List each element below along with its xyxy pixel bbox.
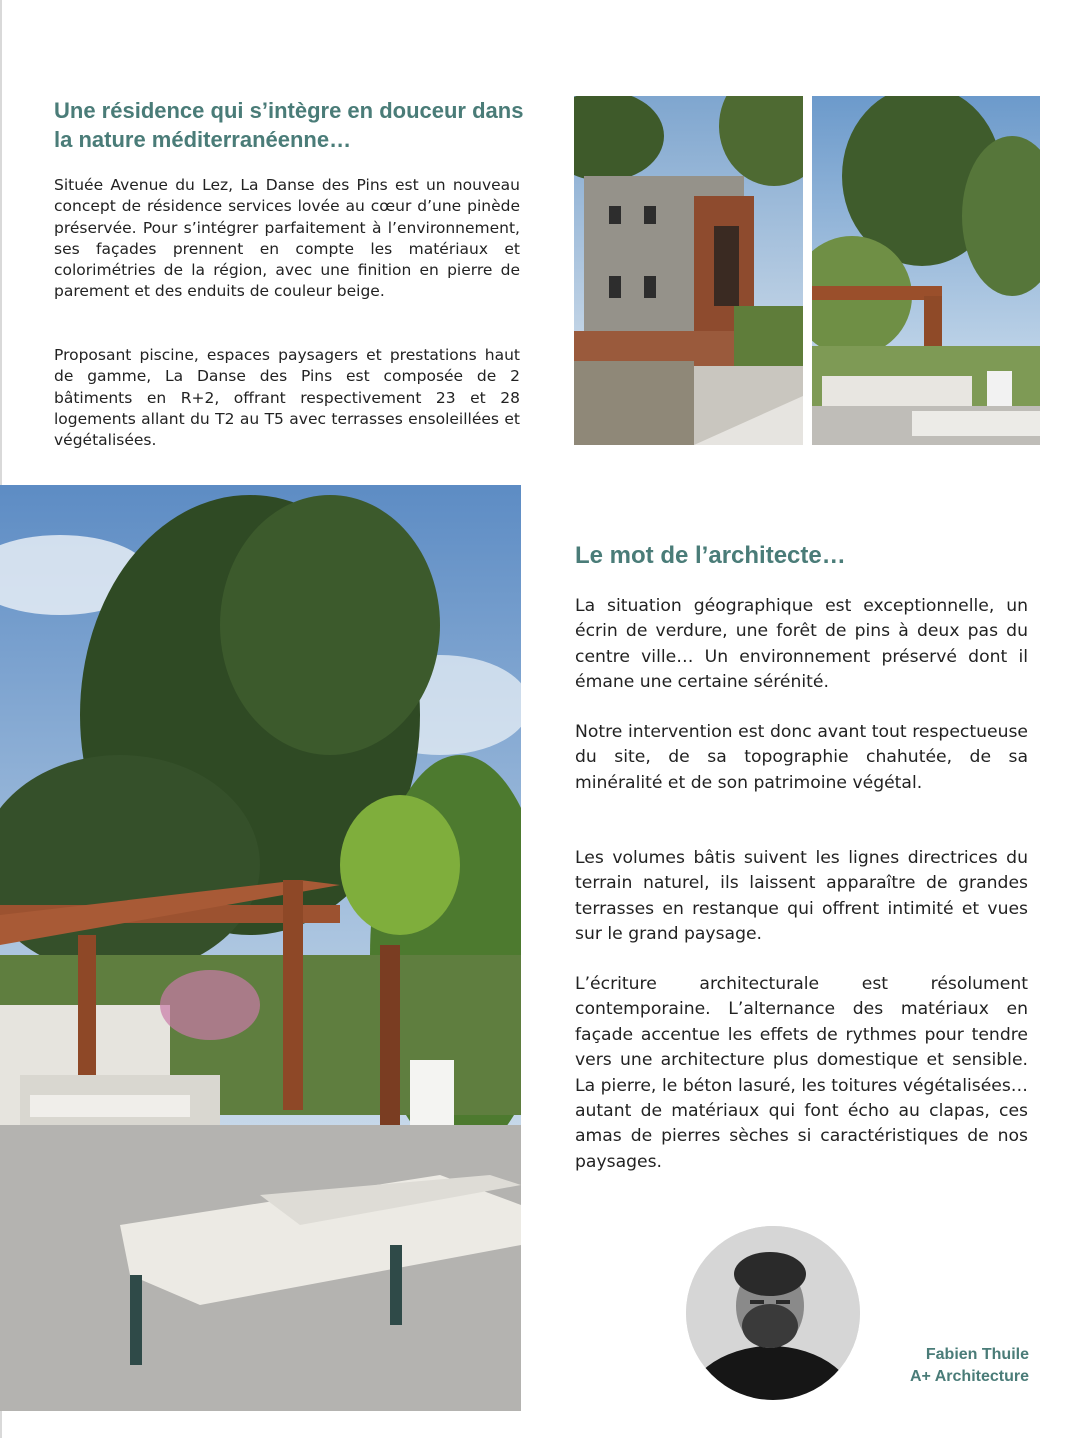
intro-paragraph-2: Proposant piscine, espaces paysagers et prestations haut de gamme, La Danse des Pins est composée de 2 bâtiments en R+2, offrant respectivement 23 et 28 logements allant du T2 au T5 avec terrasses ensoleillées et végétalisées. bbox=[54, 346, 520, 450]
architect-paragraph-4: L’écriture architecturale est résolument contemporaine. L’alternance des matériaux en façade accentue les effets de rythmes pour tendre vers une architecture plus domestique et sensible. La pierre, le béton lasuré, les toitures végétalisées… autant de matériaux qui font écho au clapas, ces amas de pierres sèches si caractéristiques de nos paysages. bbox=[575, 974, 1028, 1172]
architect-name: Fabien Thuile bbox=[925, 1346, 1029, 1363]
architect-heading: Le mot de l’architecte… bbox=[575, 542, 846, 569]
architect-paragraph-3: Les volumes bâtis suivent les lignes directrices du terrain naturel, ils laissent apparaître de grandes terrasses en restanque qui offrent intimité et vues sur le grand paysage. bbox=[575, 848, 1028, 945]
pergola-photo-small bbox=[812, 96, 1040, 445]
architect-paragraph-2: Notre intervention est donc avant tout respectueuse du site, de sa topographie chahutée, de sa minéralité et de son patrimoine végétal. bbox=[575, 722, 1028, 793]
architect-portrait bbox=[686, 1226, 860, 1400]
intro-heading: Une résidence qui s’intègre en douceur dans la nature méditerranéenne… bbox=[54, 98, 524, 152]
architect-company: A+ Architecture bbox=[910, 1368, 1029, 1385]
intro-paragraph-1: Située Avenue du Lez, La Danse des Pins est un nouveau concept de résidence services lovée au cœur d’une pinède préservée. Pour s’intégrer parfaitement à l’environnement, ses façades prennent en compte les matériaux et colorimétries de la région, avec une finition en pierre de parement et des enduits de couleur beige. bbox=[54, 176, 520, 301]
garden-pergola-photo bbox=[0, 485, 521, 1411]
facade-photo bbox=[574, 96, 803, 445]
architect-paragraph-1: La situation géographique est exceptionnelle, un écrin de verdure, une forêt de pins à deux pas du centre ville… Un environnement préservé dont il émane une certaine sérénité. bbox=[575, 596, 1028, 693]
